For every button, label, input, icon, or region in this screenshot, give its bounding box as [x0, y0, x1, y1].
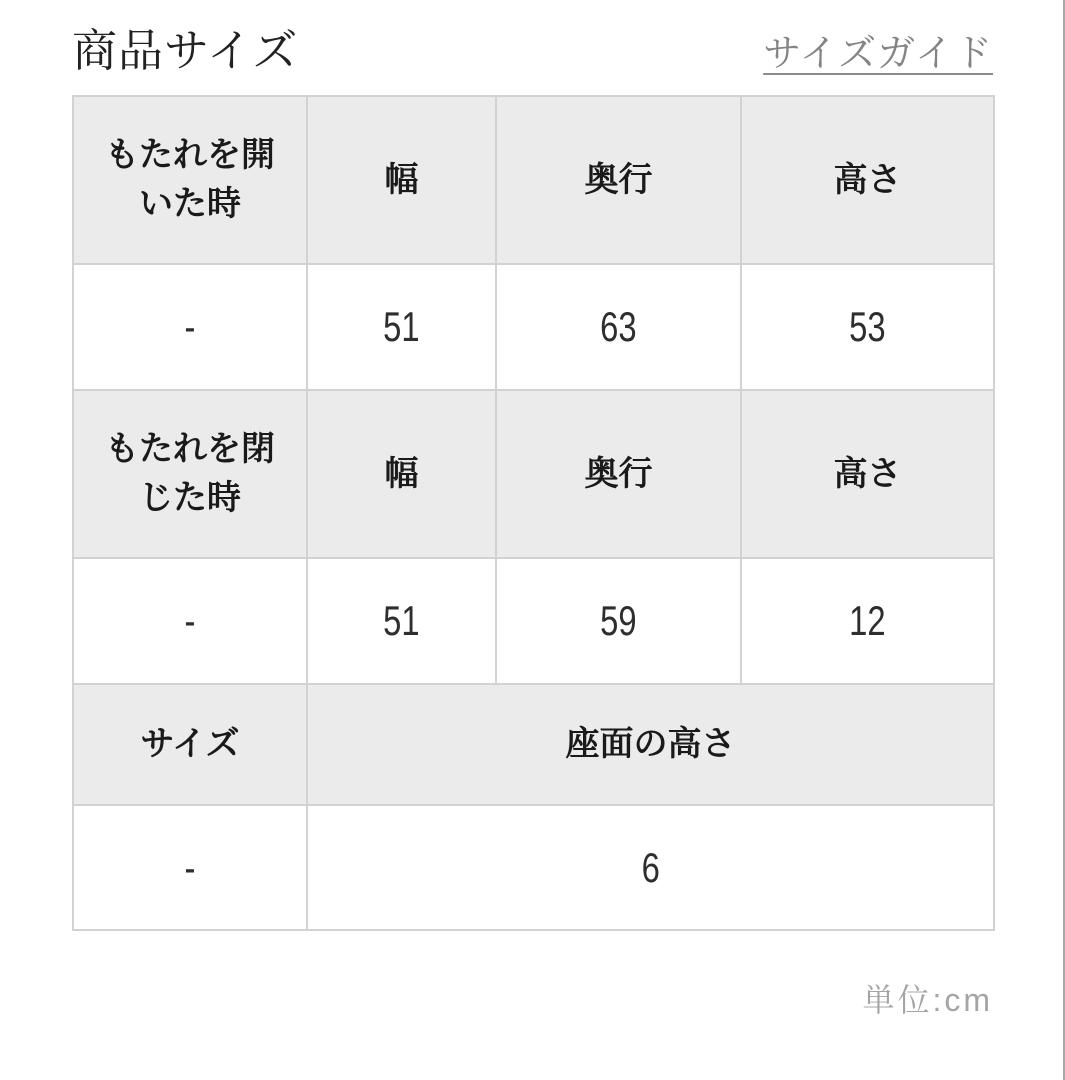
- header-cell-open-state: もたれを開いた時: [73, 96, 307, 264]
- value-cell-closed-label: -: [73, 558, 307, 684]
- value-cell-closed-width: 51: [307, 558, 496, 684]
- section-header: [72, 0, 993, 77]
- table-row-open-values: [73, 264, 994, 390]
- value-cell-open-depth: 63: [496, 264, 741, 390]
- header-cell-width: 幅: [307, 96, 496, 264]
- header-cell-height: 高さ: [741, 390, 994, 558]
- table-row-size-header: [73, 684, 994, 805]
- value-cell-open-width: 51: [307, 264, 496, 390]
- header-cell-width: 幅: [307, 390, 496, 558]
- value-cell-closed-depth: 59: [496, 558, 741, 684]
- value-cell-open-height: 53: [741, 264, 994, 390]
- table-row-open-header: [73, 96, 994, 264]
- unit-note: 単位:cm: [862, 982, 993, 1018]
- size-guide-link[interactable]: サイズガイド: [763, 33, 993, 75]
- size-table: [72, 95, 995, 931]
- header-cell-depth: 奥行: [496, 96, 741, 264]
- header-cell-closed-state: もたれを閉じた時: [73, 390, 307, 558]
- value-cell-seat-height: 6: [307, 805, 994, 930]
- header-cell-size: サイズ: [73, 684, 307, 805]
- page-title: 商品サイズ: [72, 25, 299, 76]
- header-cell-seat-height: 座面の高さ: [307, 684, 994, 805]
- table-row-size-values: [73, 805, 994, 930]
- table-row-closed-values: [73, 558, 994, 684]
- value-cell-open-label: -: [73, 264, 307, 390]
- table-row-closed-header: [73, 390, 994, 558]
- header-cell-height: 高さ: [741, 96, 994, 264]
- header-cell-depth: 奥行: [496, 390, 741, 558]
- value-cell-size-label: -: [73, 805, 307, 930]
- value-cell-closed-height: 12: [741, 558, 994, 684]
